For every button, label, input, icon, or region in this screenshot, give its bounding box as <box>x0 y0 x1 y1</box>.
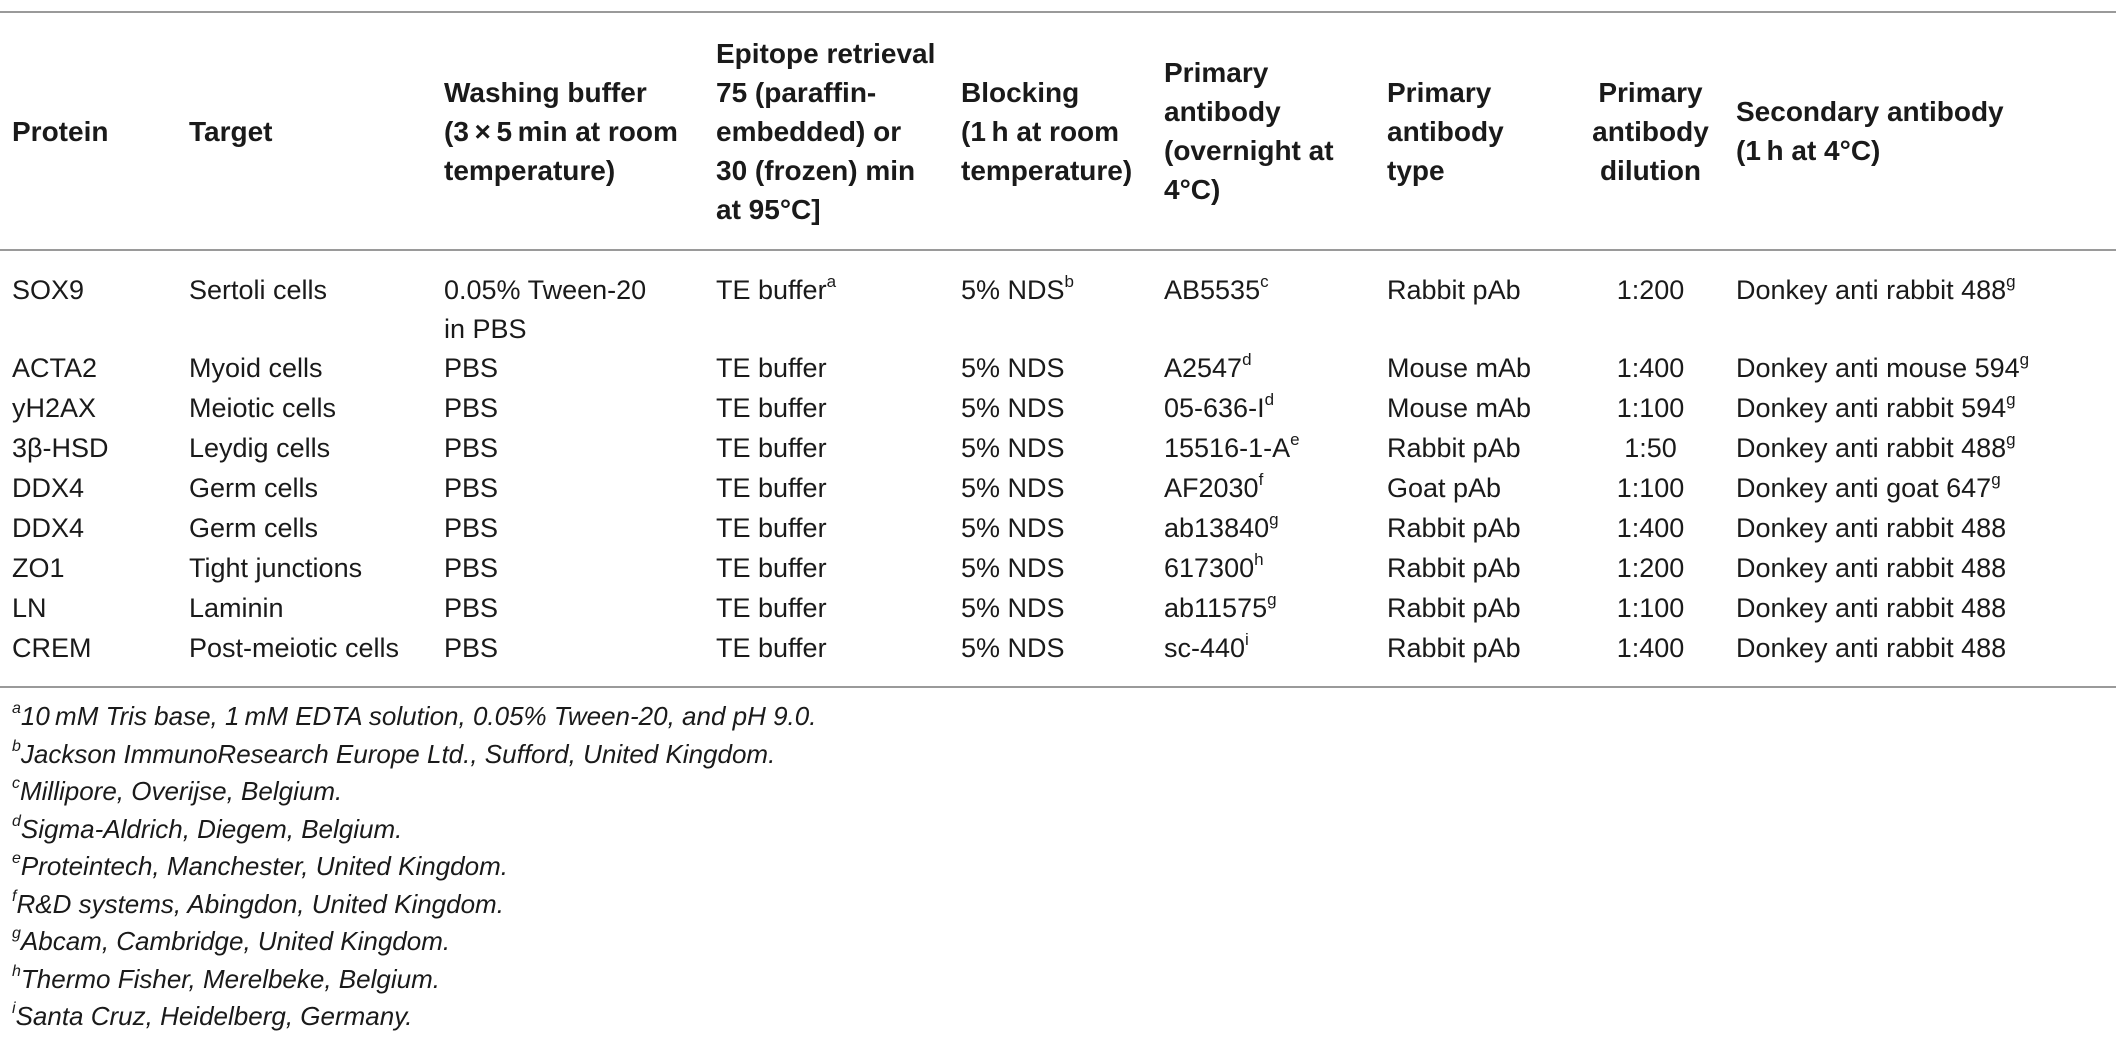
table-cell <box>432 549 704 589</box>
footnote-marker: g <box>1991 470 2001 489</box>
table-cell <box>177 629 432 669</box>
cell-text: 5% NDS <box>961 353 1065 383</box>
cell-text: ZO1 <box>12 553 65 583</box>
table-cell <box>0 249 177 349</box>
table-cell <box>949 549 1152 589</box>
cell-text: TE buffer <box>716 275 827 305</box>
footnote <box>12 848 816 886</box>
table-cell <box>177 469 432 509</box>
footnote-marker: d <box>12 812 21 830</box>
footnote-text: 10 mM Tris base, 1 mM EDTA solution, 0.05% Tween-20, and pH 9.0. <box>20 701 817 731</box>
table-cell <box>949 429 1152 469</box>
column-header-text: (overnight at <box>1164 135 1334 166</box>
column-header-text: Primary <box>1387 76 1492 108</box>
footnote-marker: d <box>1264 390 1275 409</box>
column-header <box>1152 13 1375 249</box>
cell-text: AB5535 <box>1164 275 1261 305</box>
cell-text: Donkey anti rabbit 488 <box>1736 433 2007 463</box>
cell-text: Meiotic cells <box>189 393 337 423</box>
table-cell <box>432 629 704 669</box>
cell-text: A2547 <box>1164 353 1243 383</box>
footnote-text: Thermo Fisher, Merelbeke, Belgium. <box>20 963 440 994</box>
cell-text: 15516-1-A <box>1164 433 1291 463</box>
cell-text: Germ cells <box>189 513 319 543</box>
table-cell <box>949 349 1152 389</box>
table-cell <box>432 469 704 509</box>
footnote-text: Abcam, Cambridge, United Kingdom. <box>20 926 451 956</box>
footnote-marker: e <box>12 850 21 868</box>
cell-text: Myoid cells <box>189 353 323 383</box>
table-cell <box>704 349 949 389</box>
table-cell <box>1577 349 1724 389</box>
footnote-marker: g <box>2006 430 2016 449</box>
cell-text: Donkey anti rabbit 488 <box>1736 553 2007 583</box>
cell-text: Germ cells <box>189 473 319 503</box>
cell-text: PBS <box>444 433 499 463</box>
cell-text: 1:100 <box>1616 393 1685 423</box>
table-cell <box>1152 629 1375 669</box>
column-header-text: 4°C) <box>1164 174 1221 205</box>
table-cell <box>432 249 704 349</box>
cell-text: 5% NDS <box>961 275 1065 305</box>
table-row <box>0 629 2116 669</box>
cell-text: 1:100 <box>1616 473 1685 503</box>
column-header-text: Blocking <box>961 76 1080 108</box>
column-header-text: antibody <box>1592 115 1709 147</box>
table-cell <box>432 509 704 549</box>
column-header-text: temperature) <box>961 154 1133 186</box>
table-row <box>0 549 2116 589</box>
table-row <box>0 429 2116 469</box>
cell-text: 5% NDS <box>961 473 1065 503</box>
table-cell <box>704 469 949 509</box>
footnote-marker: a <box>12 700 21 718</box>
table-cell <box>1152 509 1375 549</box>
footnote-marker: g <box>2006 272 2016 291</box>
cell-text: DDX4 <box>12 513 85 543</box>
footnote <box>12 698 816 736</box>
cell-text: 1:400 <box>1616 353 1685 383</box>
footnote-marker: c <box>1260 272 1269 291</box>
table-cell <box>0 429 177 469</box>
cell-text: SOX9 <box>12 275 85 305</box>
cell-text: Rabbit pAb <box>1387 513 1521 543</box>
table-cell <box>1375 429 1577 469</box>
column-header-text: (1 h at room <box>961 115 1120 147</box>
table-cell <box>1375 509 1577 549</box>
column-header-text: 75 (paraffin- <box>716 76 877 108</box>
cell-text: Post-meiotic cells <box>189 633 400 663</box>
cell-text: Tight junctions <box>189 553 363 583</box>
cell-text: ab13840 <box>1164 513 1270 543</box>
cell-text: Donkey anti rabbit 488 <box>1736 275 2007 305</box>
cell-text: TE buffer <box>716 433 827 463</box>
cell-text: Rabbit pAb <box>1387 593 1521 623</box>
table-cell <box>1152 549 1375 589</box>
cell-text: Donkey anti goat 647 <box>1736 473 1992 503</box>
cell-text: PBS <box>444 353 499 383</box>
column-header-text: Primary <box>1598 76 1703 108</box>
cell-text: ab11575 <box>1164 593 1268 623</box>
column-header-text: at 95°C] <box>716 193 821 225</box>
footnote <box>12 811 816 849</box>
footnote <box>12 961 816 999</box>
cell-text: Donkey anti rabbit 488 <box>1736 633 2007 663</box>
table-cell <box>0 589 177 629</box>
cell-text: CREM <box>12 633 92 663</box>
cell-text: LN <box>12 593 47 623</box>
cell-text: TE buffer <box>716 593 827 623</box>
table-header-row <box>0 13 2116 249</box>
table-row <box>0 469 2116 509</box>
table-cell <box>1724 589 2116 629</box>
table-cell <box>432 429 704 469</box>
cell-text: 0.05% Tween-20 <box>444 275 647 305</box>
footnote <box>12 886 816 924</box>
footnote-marker: i <box>1245 630 1249 649</box>
footnote <box>12 773 816 811</box>
footnote <box>12 998 816 1036</box>
column-header-text: Secondary antibody <box>1736 96 2004 127</box>
table-cell <box>1577 549 1724 589</box>
table-cell <box>1577 589 1724 629</box>
table-cell <box>1152 429 1375 469</box>
column-header-text: type <box>1387 154 1445 186</box>
footnote-marker: b <box>12 737 21 755</box>
table-cell <box>1724 249 2116 349</box>
cell-text: 1:200 <box>1616 553 1685 583</box>
column-header-text: Protein <box>12 115 109 147</box>
table-cell <box>949 509 1152 549</box>
cell-text: TE buffer <box>716 513 827 543</box>
cell-text: 5% NDS <box>961 633 1065 663</box>
cell-text: 5% NDS <box>961 433 1065 463</box>
footnote-marker: h <box>1254 550 1264 569</box>
column-header-text: temperature) <box>444 154 616 186</box>
column-header <box>1724 13 2116 249</box>
cell-text: Rabbit pAb <box>1387 633 1521 663</box>
column-header-text: dilution <box>1599 154 1702 186</box>
table-row <box>0 349 2116 389</box>
footnote-marker: d <box>1242 350 1252 369</box>
column-header <box>1577 13 1724 249</box>
cell-text: TE buffer <box>716 553 827 583</box>
footnote-marker: f <box>1258 470 1264 489</box>
table-cell <box>1375 349 1577 389</box>
cell-text: Mouse mAb <box>1387 353 1532 383</box>
cell-text: TE buffer <box>716 633 827 663</box>
table-cell <box>1577 629 1724 669</box>
cell-text: 1:400 <box>1616 633 1685 663</box>
table-cell <box>949 249 1152 349</box>
table-cell <box>0 549 177 589</box>
footnote-marker: h <box>12 962 21 980</box>
table-cell <box>177 249 432 349</box>
table-cell <box>432 589 704 629</box>
table-cell <box>1724 349 2116 389</box>
table-footnotes <box>12 698 816 1036</box>
table-cell <box>704 629 949 669</box>
cell-text: PBS <box>444 393 499 423</box>
cell-text: 1:400 <box>1616 513 1685 543</box>
column-header-text: antibody <box>1164 96 1281 127</box>
column-header-text: Primary <box>1164 57 1269 88</box>
table-cell <box>704 509 949 549</box>
table-cell <box>1152 389 1375 429</box>
cell-text: 05-636-I <box>1164 393 1265 423</box>
table-cell <box>177 589 432 629</box>
cell-text: Laminin <box>189 593 284 623</box>
cell-text: 5% NDS <box>961 593 1065 623</box>
footnote-text: Millipore, Overijse, Belgium. <box>20 776 343 806</box>
table-cell <box>432 389 704 429</box>
table-cell <box>1152 589 1375 629</box>
table-cell <box>1375 589 1577 629</box>
cell-text: Sertoli cells <box>189 275 328 305</box>
table-cell <box>1724 509 2116 549</box>
cell-text: 1:200 <box>1616 275 1685 305</box>
table-cell <box>177 429 432 469</box>
footnote-marker: g <box>2006 390 2016 409</box>
cell-text: Rabbit pAb <box>1387 433 1521 463</box>
footnote <box>12 923 816 961</box>
table-cell <box>949 589 1152 629</box>
table-cell <box>1152 249 1375 349</box>
table-cell <box>1724 429 2116 469</box>
cell-text: 617300 <box>1164 553 1255 583</box>
table-cell <box>1724 389 2116 429</box>
table-cell <box>1152 349 1375 389</box>
table-cell <box>1375 549 1577 589</box>
column-header-text: antibody <box>1387 115 1504 147</box>
footnote-text: R&D systems, Abingdon, United Kingdom. <box>16 888 504 919</box>
footnote-marker: a <box>826 272 837 291</box>
table-bottom-rule <box>0 686 2116 688</box>
table-cell <box>1375 249 1577 349</box>
cell-text: PBS <box>444 593 499 623</box>
cell-text: Donkey anti rabbit 488 <box>1736 513 2007 543</box>
table-cell <box>1577 509 1724 549</box>
cell-text: TE buffer <box>716 473 827 503</box>
column-header <box>1375 13 1577 249</box>
footnote-text: Proteintech, Manchester, United Kingdom. <box>20 851 508 881</box>
table-row <box>0 589 2116 629</box>
table-cell <box>177 549 432 589</box>
cell-text: 3β-HSD <box>12 433 109 463</box>
footnote <box>12 736 816 774</box>
footnote-text: Santa Cruz, Heidelberg, Germany. <box>15 1001 413 1031</box>
antibody-table <box>0 13 2116 669</box>
footnote-marker: e <box>1290 430 1300 449</box>
table-cell <box>432 349 704 389</box>
table-cell <box>0 349 177 389</box>
cell-text: DDX4 <box>12 473 85 503</box>
column-header-text: (1 h at 4°C) <box>1736 135 1881 166</box>
column-header <box>704 13 949 249</box>
table-body <box>0 249 2116 669</box>
column-header <box>177 13 432 249</box>
table-cell <box>704 389 949 429</box>
column-header-text: Epitope retrieval <box>716 37 936 69</box>
table-cell <box>1375 469 1577 509</box>
table-cell <box>177 349 432 389</box>
table-cell <box>1152 469 1375 509</box>
cell-text: PBS <box>444 513 499 543</box>
footnote-marker: b <box>1064 272 1074 291</box>
cell-text: yH2AX <box>12 393 97 423</box>
table-cell <box>1577 429 1724 469</box>
cell-text: TE buffer <box>716 353 827 383</box>
cell-text: AF2030 <box>1164 473 1259 503</box>
cell-text: sc-440 <box>1164 633 1246 663</box>
table-cell <box>1577 389 1724 429</box>
column-header <box>0 13 177 249</box>
footnote-marker: c <box>12 775 20 793</box>
table-row <box>0 249 2116 349</box>
cell-text: Rabbit pAb <box>1387 275 1521 305</box>
table-cell <box>949 389 1152 429</box>
cell-text: Goat pAb <box>1387 473 1502 503</box>
table-cell <box>704 429 949 469</box>
footnote-text: Jackson ImmunoResearch Europe Ltd., Sufford, United Kingdom. <box>20 738 776 769</box>
column-header-text: (3 × 5 min at room <box>444 115 678 147</box>
cell-text: 5% NDS <box>961 393 1065 423</box>
cell-text: 5% NDS <box>961 553 1065 583</box>
cell-text: Rabbit pAb <box>1387 553 1521 583</box>
table-cell <box>949 469 1152 509</box>
cell-text: PBS <box>444 553 499 583</box>
table-cell <box>1724 469 2116 509</box>
cell-text: Donkey anti mouse 594 <box>1736 353 2020 383</box>
footnote-marker: g <box>1269 510 1279 529</box>
cell-text: 1:50 <box>1624 433 1677 463</box>
table-cell <box>1577 249 1724 349</box>
column-header <box>949 13 1152 249</box>
table-cell <box>1375 389 1577 429</box>
footnote-marker: g <box>2019 350 2030 369</box>
cell-text: 1:100 <box>1616 593 1685 623</box>
table-cell <box>704 549 949 589</box>
column-header-text: 30 (frozen) min <box>716 154 916 186</box>
column-header-text: Target <box>189 115 273 147</box>
cell-text: PBS <box>444 473 499 503</box>
cell-text: Mouse mAb <box>1387 393 1532 423</box>
footnote-marker: f <box>12 887 17 905</box>
cell-text: Leydig cells <box>189 433 331 463</box>
table-cell <box>0 629 177 669</box>
table-cell <box>1375 629 1577 669</box>
table-cell <box>704 589 949 629</box>
table-cell <box>1577 469 1724 509</box>
cell-text: in PBS <box>444 314 527 344</box>
table-cell <box>1724 629 2116 669</box>
cell-text: ACTA2 <box>12 353 98 383</box>
table-row <box>0 389 2116 429</box>
table-cell <box>949 629 1152 669</box>
footnote-marker: g <box>12 925 21 943</box>
footnote-marker: i <box>12 1000 16 1018</box>
table-cell <box>704 249 949 349</box>
table-cell <box>1724 549 2116 589</box>
table-cell <box>0 389 177 429</box>
column-header <box>432 13 704 249</box>
table-cell <box>177 509 432 549</box>
cell-text: Donkey anti rabbit 488 <box>1736 593 2007 623</box>
footnote-text: Sigma-Aldrich, Diegem, Belgium. <box>20 813 403 844</box>
cell-text: Donkey anti rabbit 594 <box>1736 393 2007 423</box>
table-cell <box>177 389 432 429</box>
cell-text: 5% NDS <box>961 513 1065 543</box>
footnote-marker: g <box>1267 590 1277 609</box>
cell-text: TE buffer <box>716 393 827 423</box>
column-header-text: embedded) or <box>716 115 902 147</box>
table-cell <box>0 509 177 549</box>
cell-text: PBS <box>444 633 499 663</box>
table-row <box>0 509 2116 549</box>
column-header-text: Washing buffer <box>444 76 647 108</box>
table-cell <box>0 469 177 509</box>
